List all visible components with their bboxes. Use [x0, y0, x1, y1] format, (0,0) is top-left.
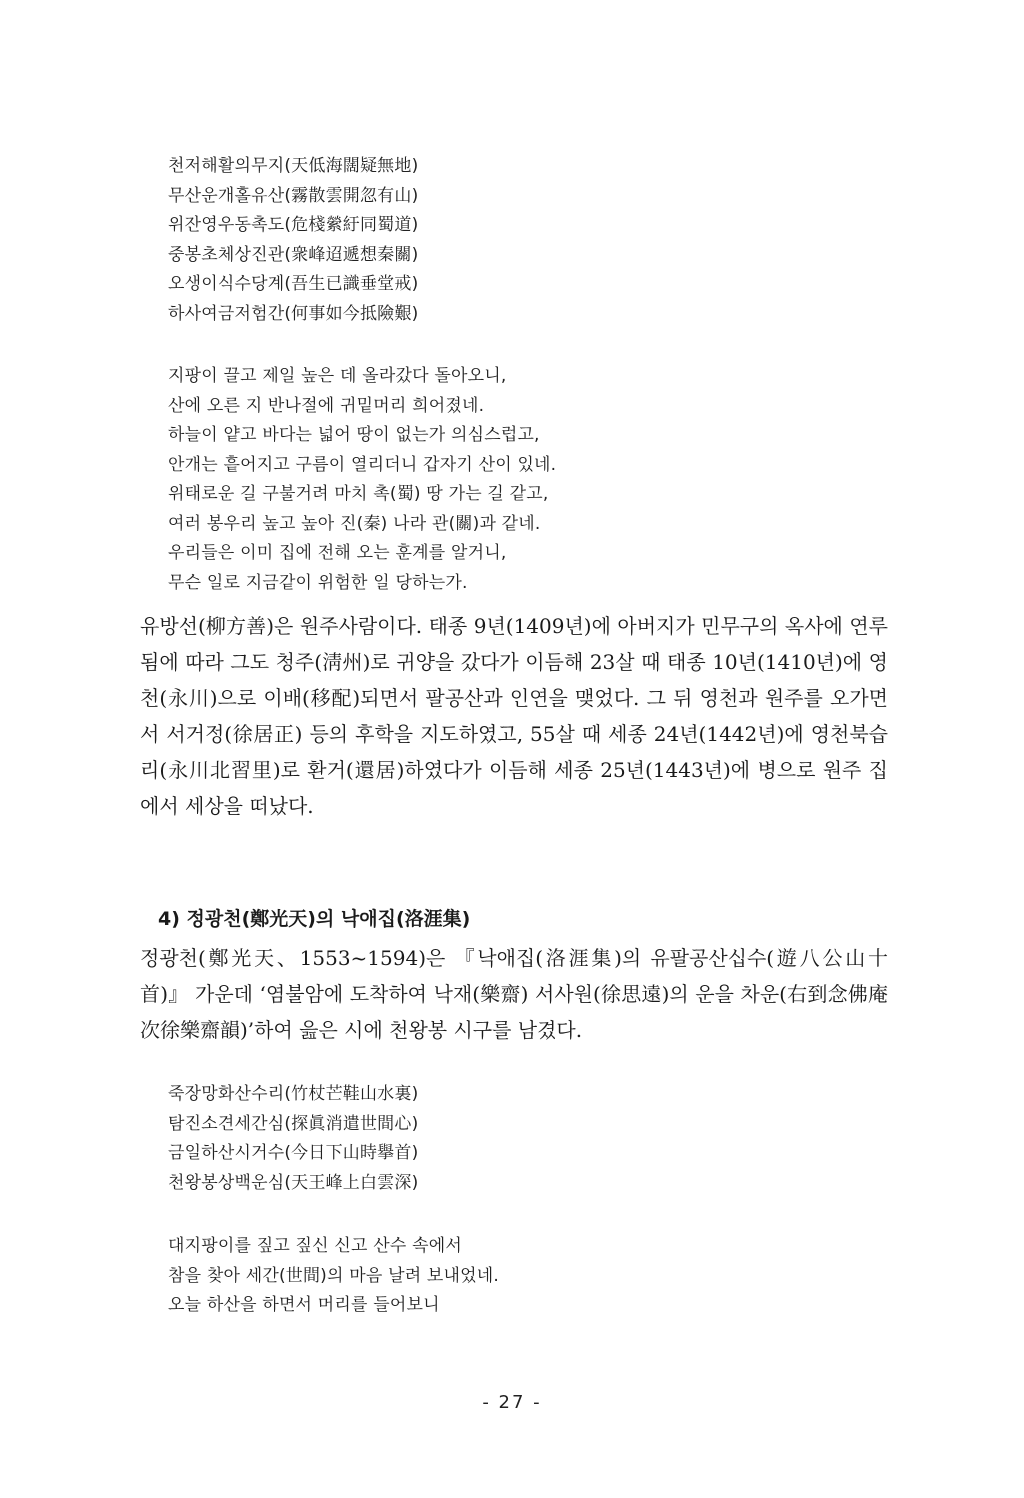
translation-line: 대지팡이를 짚고 짚신 신고 산수 속에서	[168, 1236, 462, 1256]
poem1-translation	[168, 362, 556, 598]
poem-line: 천왕봉상백운심(天王峰上白雲深)	[168, 1172, 419, 1193]
translation-line: 여러 봉우리 높고 높아 진(秦) 나라 관(關)과 같네.	[168, 513, 541, 534]
poem-line: 천저해활의무지(天低海闊疑無地)	[168, 156, 419, 176]
poem2-translation	[168, 1232, 499, 1321]
translation-line: 무슨 일로 지금같이 위험한 일 당하는가.	[168, 572, 468, 593]
poem-line: 중봉초체상진관(衆峰迢遞想秦關)	[168, 244, 419, 265]
poem2-hanja	[168, 1080, 418, 1198]
translation-line: 산에 오른 지 반나절에 귀밑머리 희어졌네.	[168, 395, 485, 416]
section-heading: 4) 정광천(鄭光天)의 낙애집(洛涯集)	[158, 908, 471, 930]
poem-line: 위잔영우동촉도(危棧縈紆同蜀道)	[168, 215, 419, 235]
translation-line: 안개는 흩어지고 구름이 열리더니 갑자기 산이 있네.	[168, 454, 557, 475]
poem-line: 무산운개홀유산(霧散雲開忽有山)	[168, 185, 419, 206]
poem-line: 죽장망화산수리(竹杖芒鞋山水裏)	[168, 1084, 419, 1104]
page-number: - 27 -	[482, 1392, 542, 1413]
translation-line: 지팡이 끌고 제일 높은 데 올라갔다 돌아오니,	[168, 366, 507, 386]
translation-line: 우리들은 이미 집에 전해 오는 훈계를 알거니,	[168, 543, 507, 563]
poem1-hanja	[168, 152, 418, 329]
poem-line: 하사여금저험간(何事如今抵險艱)	[168, 303, 419, 324]
body-paragraph-jeong-gwangcheon: 정광천(鄭光天、1553~1594)은 『낙애집(洛涯集)의 유팔공산십수(遊八公山十首)』 가운데 ‘염불암에 도착하여 낙재(樂齋) 서사원(徐思遠)의 운을 차운(右到念佛庵次徐樂齋韻)’하여 읊은 시에 천왕봉 시구를 남겼다.	[140, 946, 888, 1042]
translation-line: 오늘 하산을 하면서 머리를 들어보니	[168, 1295, 440, 1315]
poem-line: 오생이식수당계(吾生已識垂堂戒)	[168, 274, 419, 294]
poem-line: 금일하산시거수(今日下山時擧首)	[168, 1143, 419, 1163]
translation-line: 하늘이 얕고 바다는 넓어 땅이 없는가 의심스럽고,	[168, 425, 540, 445]
body-paragraph-yu-bangseon: 유방선(柳方善)은 원주사람이다. 태종 9년(1409년)에 아버지가 민무구의 옥사에 연루됨에 따라 그도 청주(淸州)로 귀양을 갔다가 이듬해 23살 때 태종 10년(1410년)에 영천(永川)으로 이배(移配)되면서 팔공산과 인연을 맺었다. 그 뒤 영천과 원주를 오가면서 서거정(徐居正) 등의 후학을 지도하였고, 55살 때 세종 24년(1442년)에 영천북습리(永川北習里)로 환거(還居)하였다가 이듬해 세종 25년(1443년)에 병으로 원주 집에서 세상을 떠났다.	[140, 614, 888, 818]
translation-line: 참을 찾아 세간(世間)의 마음 날려 보내었네.	[168, 1265, 500, 1286]
poem-line: 탐진소견세간심(探眞消遣世間心)	[168, 1113, 419, 1134]
translation-line: 위태로운 길 구불거려 마치 촉(蜀) 땅 가는 길 같고,	[168, 484, 549, 504]
